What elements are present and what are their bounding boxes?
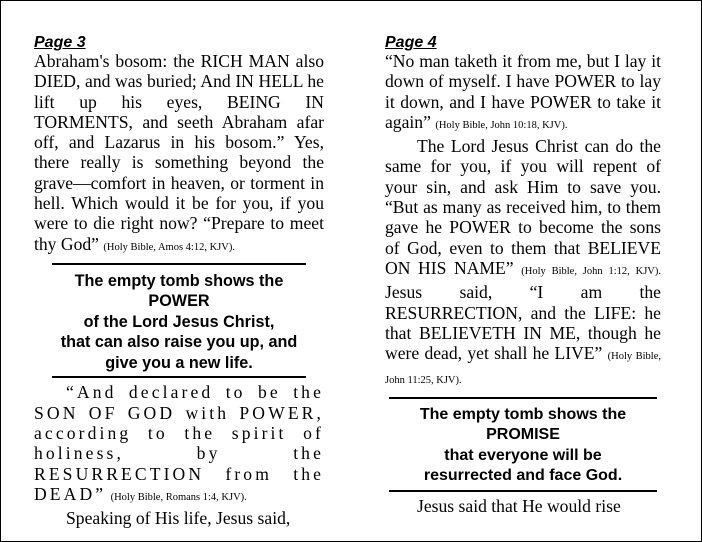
- power-callout: [34, 271, 324, 374]
- page-4-column: [385, 34, 661, 516]
- page-4-paragraph-2a-text: The Lord Jesus Christ can do the same for you, if you will repent of your sin, and ask Him to save you. “But as many as received him, to them gave he POWER to become the sons of God, even to them that BELIEVE ON HIS NAME”: [385, 136, 661, 278]
- page-3-label: Page 3: [34, 34, 86, 51]
- page-4-paragraph-3: Jesus said that He would rise: [417, 495, 621, 516]
- divider-top-left: [52, 263, 306, 265]
- promise-callout-line-4: resurrected and face God.: [423, 467, 623, 485]
- promise-callout-line-1: The empty tomb shows the: [419, 405, 627, 423]
- page-3-column: [34, 34, 324, 529]
- divider-bottom-right: [389, 490, 657, 492]
- page-4-label: Page 4: [385, 34, 437, 51]
- citation-john-11-25: (Holy Bible, John 11:25, KJV).: [385, 351, 662, 387]
- promise-callout: [385, 405, 661, 487]
- page-3-paragraph-3: Speaking of His life, Jesus said,: [66, 508, 291, 529]
- citation-amos: (Holy Bible, Amos 4:12, KJV).: [103, 241, 235, 253]
- power-callout-line-1: The empty tomb shows the: [74, 271, 284, 290]
- page-4-paragraph-1-text: “No man taketh it from me, but I lay it down of myself. I have POWER to lay it down, and I have POWER to take it again”: [385, 51, 661, 132]
- power-callout-line-3: of the Lord Jesus Christ,: [83, 312, 275, 331]
- page-3-paragraph-1: [34, 51, 324, 258]
- power-callout-line-4: that can also raise you up, and: [60, 333, 298, 352]
- page-3-paragraph-1-text: Abraham's bosom: the RICH MAN also DIED, and was buried; And IN HELL he lift up his eyes, BEING IN TORMENTS, and seeth Abraham afar off, and Lazarus in his bosom.” Yes, there really is something beyond the grave—comfort in heaven, or torment in hell. Which would it be for you, if you were to die right now? “Prepare to meet thy God”: [34, 51, 324, 254]
- citation-john-10-18: (Holy Bible, John 10:18, KJV).: [435, 119, 568, 131]
- power-callout-line-2: POWER: [148, 292, 210, 311]
- page-3-paragraph-2-text: “And declared to be the SON OF GOD with POWER, according to the spirit of holiness, by the RESURRECTION from the DEAD”: [34, 382, 324, 504]
- page-3-paragraph-2: [34, 382, 324, 508]
- citation-john-1-12: (Holy Bible, John 1:12, KJV).: [521, 265, 662, 277]
- divider-top-right: [389, 397, 657, 399]
- page-4-paragraph-2b-text: Jesus said, “I am the RESURRECTION, and the LIFE: he that BELIEVETH IN ME, though he were dead, yet shall he LIVE”: [385, 282, 661, 364]
- citation-romans: (Holy Bible, Romans 1:4, KJV).: [110, 491, 247, 503]
- page-4-paragraph-2: [385, 136, 661, 392]
- power-callout-line-5: give you a new life.: [105, 353, 253, 372]
- page-4-paragraph-1: [385, 51, 661, 136]
- promise-callout-line-3: that everyone will be: [444, 446, 602, 464]
- divider-bottom-left: [52, 376, 306, 378]
- promise-callout-line-2: PROMISE: [486, 426, 560, 444]
